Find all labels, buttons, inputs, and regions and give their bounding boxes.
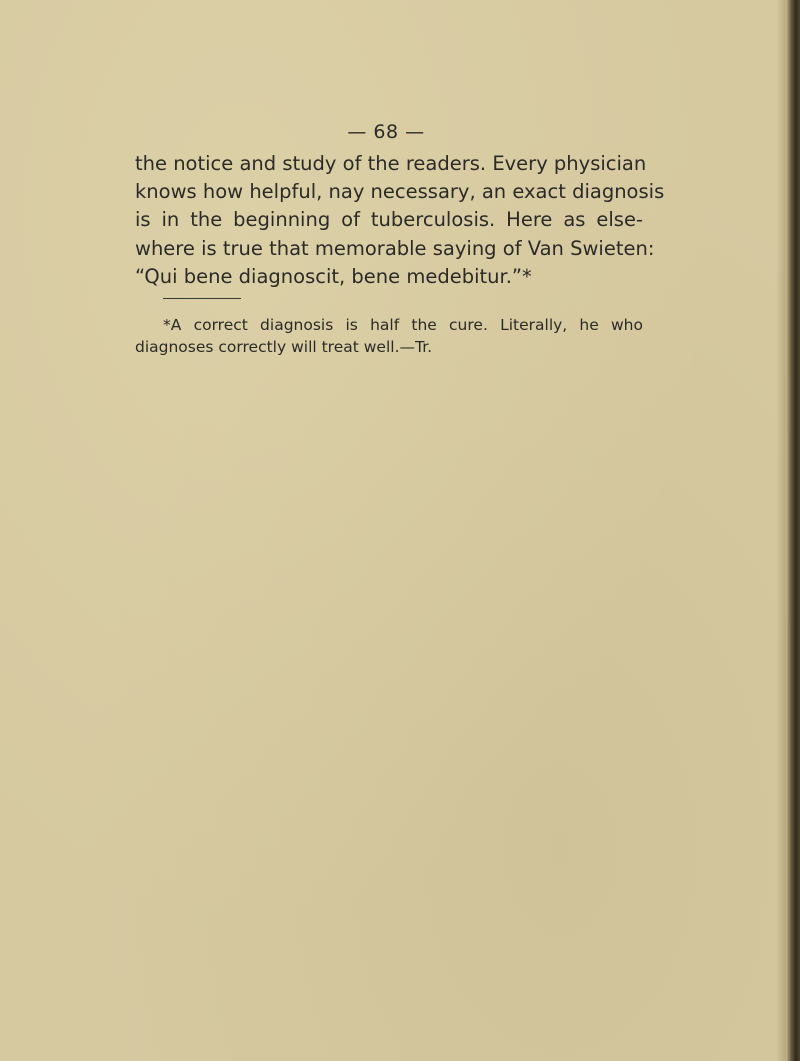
body-paragraph bbox=[135, 150, 665, 291]
footnote-line: diagnoses correctly will treat well.—Tr. bbox=[135, 338, 433, 356]
body-line: where is true that memorable saying of Van Swieten: bbox=[135, 236, 655, 260]
body-line: is in the beginning of tuberculosis. Here as else- bbox=[135, 208, 643, 232]
footnote-divider bbox=[163, 298, 241, 299]
page-edge-shadow bbox=[776, 0, 786, 1061]
body-line: the notice and study of the readers. Every physician bbox=[135, 152, 647, 175]
body-line: knows how helpful, nay necessary, an exact diagnosis bbox=[135, 180, 665, 204]
footnote bbox=[135, 314, 643, 358]
footnote-line: *A correct diagnosis is half the cure. Literally, he who bbox=[163, 316, 643, 334]
body-line: “Qui bene diagnoscit, bene medebitur.”* bbox=[135, 264, 532, 288]
page-number: — 68 — bbox=[347, 121, 425, 143]
page-edge bbox=[786, 0, 800, 1061]
